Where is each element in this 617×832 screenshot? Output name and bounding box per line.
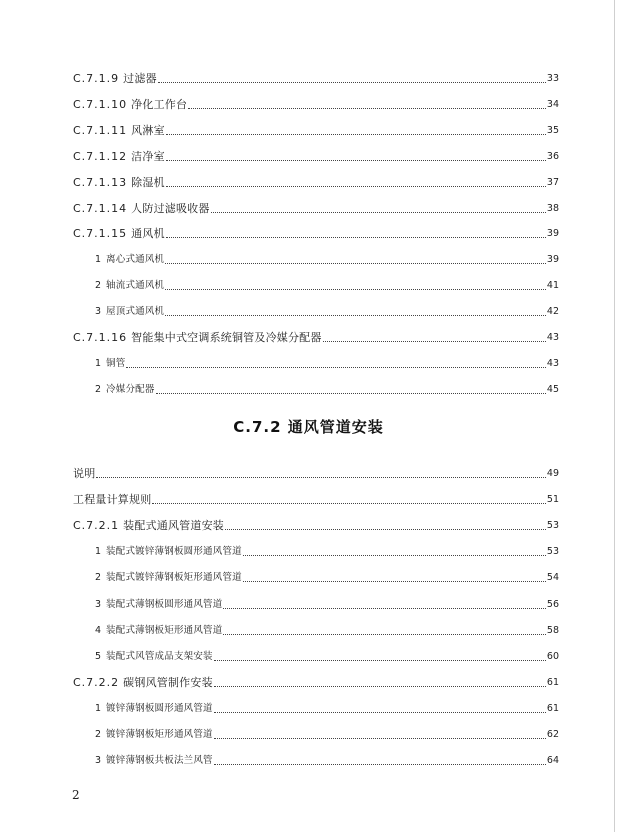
toc-entry[interactable] [73,172,559,190]
toc-entry-number: 1 [95,546,103,558]
toc-entry-title: 净化工作台 [131,97,188,111]
toc-subentry[interactable] [95,541,559,559]
dot-leader [166,236,546,238]
toc-subentry[interactable] [95,594,559,612]
toc-entry[interactable] [73,120,559,138]
toc-entry-number: 3 [95,306,103,318]
toc-entry-label [73,72,157,86]
toc-entry[interactable] [73,146,559,164]
toc-page-number: 64 [546,755,559,767]
toc-subentry[interactable] [95,379,559,397]
toc-page-number: 35 [546,124,559,136]
toc-entry[interactable] [73,68,559,86]
toc-entry[interactable] [73,672,559,690]
toc-subentry[interactable] [95,698,559,716]
toc-page-number: 41 [546,280,559,292]
toc-entry-label [95,357,125,371]
dot-leader [214,737,546,739]
toc-entry-label [73,519,224,533]
toc-entry-label [73,202,210,216]
toc-entry-label [73,467,95,481]
toc-entry-title: 洁净室 [131,149,165,163]
toc-page-number: 62 [546,729,559,740]
toc-entry[interactable] [73,94,559,112]
dot-leader [152,502,546,504]
toc-entry-label [95,545,242,559]
toc-entry-number: C.7.1.16 [73,331,128,344]
toc-entry-label [95,253,164,267]
toc-entry-title: 除湿机 [131,175,165,189]
toc-page-number: 53 [546,546,559,558]
toc-entry-title: 风淋室 [131,123,165,137]
dot-leader [96,476,546,478]
dot-leader [165,288,546,290]
dot-leader [323,340,546,342]
toc-entry-title: 镀锌薄钢板共板法兰风管 [106,755,213,767]
toc-entry-number: C.7.1.12 [73,149,128,163]
toc-entry-label [95,650,213,664]
toc-page-number: 34 [546,98,559,110]
dot-leader [166,185,546,187]
toc-entry-title: 装配式镀锌薄钢板矩形通风管道 [106,572,242,584]
toc-entry[interactable] [73,515,559,533]
toc-entry-label [95,598,222,612]
dot-leader [214,711,546,713]
toc-entry-label [95,383,155,397]
toc-subentry[interactable] [95,275,559,293]
toc-entry-label [73,493,151,507]
toc-page-number: 39 [546,254,559,266]
toc-entry-number: 3 [95,755,103,767]
toc-entry[interactable] [73,223,559,241]
toc-entry-title: 过滤器 [123,72,157,85]
toc-entry[interactable] [73,327,559,345]
dot-leader [214,685,546,687]
toc-page-number: 36 [546,150,559,162]
toc-page-number: 54 [546,572,559,584]
section-heading: C.7.2 通风管道安装 [233,418,384,436]
toc-page-number: 51 [546,494,559,506]
toc-subentry[interactable] [95,750,559,768]
toc-entry-number: C.7.1.14 [73,201,128,215]
toc-page-number: 39 [546,228,559,240]
toc-subentry[interactable] [95,724,559,742]
toc-entry-title: 智能集中式空调系统铜管及冷媒分配器 [131,331,322,344]
toc-entry[interactable] [73,489,559,507]
toc-entry-title: 碳钢风管制作安装 [123,675,213,689]
toc-page-number: 61 [546,676,559,688]
toc-subentry[interactable] [95,249,559,267]
toc-page-number: 60 [546,650,559,662]
toc-entry-label [95,728,213,742]
toc-entry-number: C.7.2.2 [73,675,120,689]
toc-entry-number: 1 [95,357,103,369]
toc-entry-number: 4 [95,624,103,636]
toc-subentry[interactable] [95,620,559,638]
dot-leader [223,633,545,635]
toc-entry-label [73,150,165,164]
toc-subentry[interactable] [95,353,559,371]
toc-entry-number: 5 [95,650,103,662]
page-number: 2 [72,788,80,802]
toc-entry-label [95,571,242,585]
toc-entry-label [73,176,165,190]
toc-page-number: 43 [546,332,559,343]
toc-entry-number: 3 [95,598,103,610]
dot-leader [156,392,546,394]
toc-entry-title: 镀锌薄钢板圆形通风管道 [106,702,213,714]
toc-entry-label [95,279,164,293]
toc-page-number: 56 [546,598,559,610]
toc-entry-number: 2 [95,280,103,292]
toc-page-number: 58 [546,624,559,636]
toc-entry-number: C.7.1.15 [73,227,128,241]
toc-page-number: 49 [546,468,559,479]
dot-leader [165,262,546,264]
dot-leader [166,133,546,135]
dot-leader [214,763,546,765]
toc-entry-number: 2 [95,729,103,740]
toc-entry[interactable] [73,198,559,216]
toc-entry[interactable] [73,463,559,481]
toc-entry-title: 通风机 [131,227,165,241]
dot-leader [158,81,546,83]
toc-page-number: 53 [546,520,559,532]
toc-entry-title: 轴流式通风机 [106,280,165,292]
dot-leader [126,366,545,368]
toc-entry-number: 1 [95,702,103,714]
toc-entry-title: 说明 [73,467,96,480]
toc-entry-number: 2 [95,572,103,584]
toc-entry-title: 冷媒分配器 [106,383,155,395]
toc-subentry[interactable] [95,567,559,585]
toc-entry-label [73,124,165,138]
toc-entry-label [95,754,213,768]
toc-entry-title: 装配式风管成品支架安装 [106,650,213,662]
toc-entry-title: 装配式镀锌薄钢板圆形通风管道 [106,546,242,558]
toc-entry-number: 1 [95,254,103,266]
toc-entry-label [73,676,213,690]
toc-entry-number: C.7.1.9 [73,72,120,85]
toc-subentry[interactable] [95,646,559,664]
toc-entry-label [95,702,213,716]
toc-entry-label [95,305,164,319]
toc-page-number: 37 [546,176,559,188]
toc-page-number: 45 [546,383,559,395]
toc-entry-title: 装配式薄钢板矩形通风管道 [106,624,223,636]
toc-page-number: 42 [546,306,559,318]
dot-leader [188,107,546,109]
toc-page-number: 33 [546,73,559,84]
toc-entry-title: 装配式薄钢板圆形通风管道 [106,598,223,610]
toc-entry-label [73,227,165,241]
toc-entry-title: 屋顶式通风机 [106,306,165,318]
toc-entry-number: 2 [95,383,103,395]
toc-entry-number: C.7.1.11 [73,123,128,137]
toc-entry-title: 人防过滤吸收器 [131,201,210,215]
toc-entry-label [73,331,322,345]
toc-page-number: 61 [546,702,559,714]
toc-entry-title: 离心式通风机 [106,254,165,266]
toc-entry-title: 装配式通风管道安装 [123,519,224,533]
dot-leader [165,314,546,316]
toc-entry-title: 工程量计算规则 [73,493,152,507]
dot-leader [225,528,546,530]
toc-entry-number: C.7.1.10 [73,97,128,111]
toc-subentry[interactable] [95,301,559,319]
toc-page-number: 43 [546,357,559,369]
toc-entry-label [95,624,222,638]
toc-entry-title: 镀锌薄钢板矩形通风管道 [106,729,213,740]
dot-leader [211,211,546,213]
dot-leader [214,659,546,661]
toc-entry-number: C.7.2.1 [73,519,120,533]
dot-leader [166,159,546,161]
toc-entry-label [73,98,187,112]
dot-leader [243,580,546,582]
toc-entry-number: C.7.1.13 [73,175,128,189]
toc-page-number: 38 [546,202,559,214]
dot-leader [223,607,545,609]
dot-leader [243,554,546,556]
toc-entry-title: 铜管 [106,357,126,369]
